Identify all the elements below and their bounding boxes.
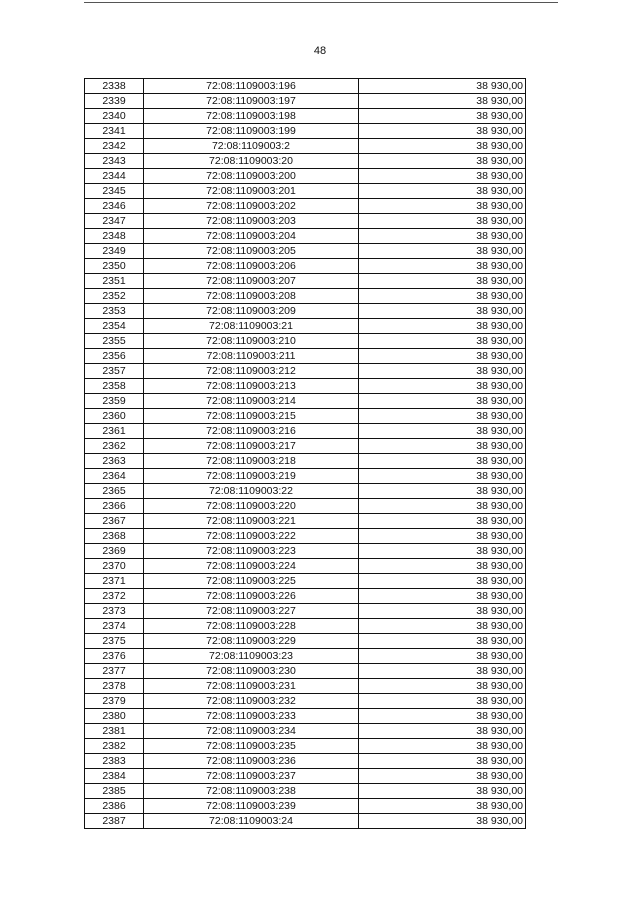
table-row: [85, 289, 526, 304]
cadastral-number-cell: 72:08:1109003:2: [144, 139, 359, 154]
value-cell: 38 930,00: [359, 139, 526, 154]
cadastral-number-cell: 72:08:1109003:221: [144, 514, 359, 529]
table-row: [85, 769, 526, 784]
table-row: [85, 124, 526, 139]
table-row: [85, 694, 526, 709]
cadastral-number-cell: 72:08:1109003:21: [144, 319, 359, 334]
table-row: [85, 559, 526, 574]
row-number-cell: 2355: [85, 334, 144, 349]
value-cell: 38 930,00: [359, 424, 526, 439]
row-number-cell: 2369: [85, 544, 144, 559]
cadastral-number-cell: 72:08:1109003:197: [144, 94, 359, 109]
row-number-cell: 2347: [85, 214, 144, 229]
row-number-cell: 2351: [85, 274, 144, 289]
page-number: 48: [313, 45, 327, 57]
table-row: [85, 394, 526, 409]
table-row: [85, 649, 526, 664]
value-cell: 38 930,00: [359, 439, 526, 454]
row-number-cell: 2362: [85, 439, 144, 454]
cadastral-number-cell: 72:08:1109003:200: [144, 169, 359, 184]
cadastral-number-cell: 72:08:1109003:218: [144, 454, 359, 469]
row-number-cell: 2384: [85, 769, 144, 784]
table-row: [85, 484, 526, 499]
row-number-cell: 2368: [85, 529, 144, 544]
cadastral-number-cell: 72:08:1109003:196: [144, 79, 359, 94]
table-row: [85, 469, 526, 484]
value-cell: 38 930,00: [359, 394, 526, 409]
value-cell: 38 930,00: [359, 124, 526, 139]
cadastral-number-cell: 72:08:1109003:215: [144, 409, 359, 424]
table-row: [85, 424, 526, 439]
cadastral-number-cell: 72:08:1109003:225: [144, 574, 359, 589]
row-number-cell: 2385: [85, 784, 144, 799]
row-number-cell: 2357: [85, 364, 144, 379]
value-cell: 38 930,00: [359, 784, 526, 799]
table-row: [85, 349, 526, 364]
value-cell: 38 930,00: [359, 214, 526, 229]
table-row: [85, 139, 526, 154]
cadastral-number-cell: 72:08:1109003:233: [144, 709, 359, 724]
cadastral-number-cell: 72:08:1109003:223: [144, 544, 359, 559]
cadastral-number-cell: 72:08:1109003:222: [144, 529, 359, 544]
row-number-cell: 2373: [85, 604, 144, 619]
cadastral-number-cell: 72:08:1109003:238: [144, 784, 359, 799]
row-number-cell: 2350: [85, 259, 144, 274]
table-row: [85, 439, 526, 454]
value-cell: 38 930,00: [359, 349, 526, 364]
cadastral-number-cell: 72:08:1109003:237: [144, 769, 359, 784]
row-number-cell: 2344: [85, 169, 144, 184]
table-row: [85, 709, 526, 724]
table-row: [85, 634, 526, 649]
row-number-cell: 2372: [85, 589, 144, 604]
row-number-cell: 2370: [85, 559, 144, 574]
row-number-cell: 2366: [85, 499, 144, 514]
row-number-cell: 2381: [85, 724, 144, 739]
value-cell: 38 930,00: [359, 379, 526, 394]
value-cell: 38 930,00: [359, 709, 526, 724]
cadastral-number-cell: 72:08:1109003:232: [144, 694, 359, 709]
value-cell: 38 930,00: [359, 229, 526, 244]
value-cell: 38 930,00: [359, 259, 526, 274]
row-number-cell: 2339: [85, 94, 144, 109]
cadastral-number-cell: 72:08:1109003:201: [144, 184, 359, 199]
value-cell: 38 930,00: [359, 109, 526, 124]
row-number-cell: 2346: [85, 199, 144, 214]
value-cell: 38 930,00: [359, 454, 526, 469]
row-number-cell: 2338: [85, 79, 144, 94]
table-row: [85, 109, 526, 124]
cadastral-number-cell: 72:08:1109003:214: [144, 394, 359, 409]
table-row: [85, 514, 526, 529]
table-row: [85, 604, 526, 619]
row-number-cell: 2387: [85, 814, 144, 829]
cadastral-number-cell: 72:08:1109003:234: [144, 724, 359, 739]
row-number-cell: 2356: [85, 349, 144, 364]
row-number-cell: 2349: [85, 244, 144, 259]
table-row: [85, 244, 526, 259]
top-divider: [84, 2, 558, 3]
row-number-cell: 2375: [85, 634, 144, 649]
value-cell: 38 930,00: [359, 499, 526, 514]
row-number-cell: 2382: [85, 739, 144, 754]
table-row: [85, 409, 526, 424]
cadastral-number-cell: 72:08:1109003:211: [144, 349, 359, 364]
row-number-cell: 2340: [85, 109, 144, 124]
row-number-cell: 2342: [85, 139, 144, 154]
table-row: [85, 529, 526, 544]
row-number-cell: 2358: [85, 379, 144, 394]
row-number-cell: 2377: [85, 664, 144, 679]
value-cell: 38 930,00: [359, 94, 526, 109]
value-cell: 38 930,00: [359, 289, 526, 304]
cadastral-number-cell: 72:08:1109003:217: [144, 439, 359, 454]
row-number-cell: 2367: [85, 514, 144, 529]
cadastral-number-cell: 72:08:1109003:207: [144, 274, 359, 289]
value-cell: 38 930,00: [359, 529, 526, 544]
row-number-cell: 2378: [85, 679, 144, 694]
registry-table: [84, 78, 526, 829]
table-row: [85, 724, 526, 739]
value-cell: 38 930,00: [359, 469, 526, 484]
value-cell: 38 930,00: [359, 679, 526, 694]
cadastral-number-cell: 72:08:1109003:199: [144, 124, 359, 139]
row-number-cell: 2360: [85, 409, 144, 424]
cadastral-number-cell: 72:08:1109003:20: [144, 154, 359, 169]
value-cell: 38 930,00: [359, 184, 526, 199]
cadastral-number-cell: 72:08:1109003:23: [144, 649, 359, 664]
value-cell: 38 930,00: [359, 199, 526, 214]
cadastral-number-cell: 72:08:1109003:212: [144, 364, 359, 379]
row-number-cell: 2364: [85, 469, 144, 484]
row-number-cell: 2383: [85, 754, 144, 769]
table-row: [85, 499, 526, 514]
row-number-cell: 2371: [85, 574, 144, 589]
value-cell: 38 930,00: [359, 649, 526, 664]
cadastral-number-cell: 72:08:1109003:224: [144, 559, 359, 574]
table-row: [85, 199, 526, 214]
value-cell: 38 930,00: [359, 634, 526, 649]
value-cell: 38 930,00: [359, 544, 526, 559]
cadastral-number-cell: 72:08:1109003:219: [144, 469, 359, 484]
table-row: [85, 364, 526, 379]
row-number-cell: 2359: [85, 394, 144, 409]
value-cell: 38 930,00: [359, 169, 526, 184]
cadastral-number-cell: 72:08:1109003:227: [144, 604, 359, 619]
value-cell: 38 930,00: [359, 769, 526, 784]
value-cell: 38 930,00: [359, 514, 526, 529]
value-cell: 38 930,00: [359, 724, 526, 739]
value-cell: 38 930,00: [359, 664, 526, 679]
cadastral-number-cell: 72:08:1109003:204: [144, 229, 359, 244]
table-row: [85, 154, 526, 169]
value-cell: 38 930,00: [359, 694, 526, 709]
cadastral-number-cell: 72:08:1109003:24: [144, 814, 359, 829]
row-number-cell: 2386: [85, 799, 144, 814]
table-row: [85, 304, 526, 319]
value-cell: 38 930,00: [359, 754, 526, 769]
value-cell: 38 930,00: [359, 319, 526, 334]
table-row: [85, 799, 526, 814]
value-cell: 38 930,00: [359, 274, 526, 289]
cadastral-number-cell: 72:08:1109003:236: [144, 754, 359, 769]
row-number-cell: 2343: [85, 154, 144, 169]
value-cell: 38 930,00: [359, 154, 526, 169]
row-number-cell: 2380: [85, 709, 144, 724]
value-cell: 38 930,00: [359, 409, 526, 424]
table-row: [85, 229, 526, 244]
row-number-cell: 2376: [85, 649, 144, 664]
table-row: [85, 319, 526, 334]
cadastral-number-cell: 72:08:1109003:22: [144, 484, 359, 499]
row-number-cell: 2365: [85, 484, 144, 499]
row-number-cell: 2345: [85, 184, 144, 199]
cadastral-number-cell: 72:08:1109003:230: [144, 664, 359, 679]
row-number-cell: 2361: [85, 424, 144, 439]
value-cell: 38 930,00: [359, 559, 526, 574]
cadastral-number-cell: 72:08:1109003:229: [144, 634, 359, 649]
table-row: [85, 94, 526, 109]
table-row: [85, 589, 526, 604]
value-cell: 38 930,00: [359, 814, 526, 829]
cadastral-number-cell: 72:08:1109003:220: [144, 499, 359, 514]
row-number-cell: 2353: [85, 304, 144, 319]
row-number-cell: 2354: [85, 319, 144, 334]
value-cell: 38 930,00: [359, 589, 526, 604]
table-row: [85, 619, 526, 634]
value-cell: 38 930,00: [359, 79, 526, 94]
cadastral-number-cell: 72:08:1109003:198: [144, 109, 359, 124]
value-cell: 38 930,00: [359, 574, 526, 589]
table-row: [85, 574, 526, 589]
table-row: [85, 214, 526, 229]
table-row: [85, 184, 526, 199]
value-cell: 38 930,00: [359, 364, 526, 379]
cadastral-number-cell: 72:08:1109003:216: [144, 424, 359, 439]
value-cell: 38 930,00: [359, 244, 526, 259]
value-cell: 38 930,00: [359, 334, 526, 349]
cadastral-number-cell: 72:08:1109003:206: [144, 259, 359, 274]
table-row: [85, 454, 526, 469]
cadastral-number-cell: 72:08:1109003:203: [144, 214, 359, 229]
row-number-cell: 2348: [85, 229, 144, 244]
cadastral-number-cell: 72:08:1109003:208: [144, 289, 359, 304]
cadastral-number-cell: 72:08:1109003:239: [144, 799, 359, 814]
row-number-cell: 2379: [85, 694, 144, 709]
table-row: [85, 259, 526, 274]
table-row: [85, 274, 526, 289]
cadastral-number-cell: 72:08:1109003:235: [144, 739, 359, 754]
row-number-cell: 2341: [85, 124, 144, 139]
value-cell: 38 930,00: [359, 799, 526, 814]
row-number-cell: 2352: [85, 289, 144, 304]
table-row: [85, 544, 526, 559]
value-cell: 38 930,00: [359, 604, 526, 619]
table-row: [85, 379, 526, 394]
table-row: [85, 754, 526, 769]
table-row: [85, 664, 526, 679]
table-row: [85, 169, 526, 184]
registry-table-body: [85, 79, 526, 829]
table-row: [85, 739, 526, 754]
table-row: [85, 79, 526, 94]
value-cell: 38 930,00: [359, 619, 526, 634]
cadastral-number-cell: 72:08:1109003:231: [144, 679, 359, 694]
cadastral-number-cell: 72:08:1109003:226: [144, 589, 359, 604]
table-row: [85, 814, 526, 829]
cadastral-number-cell: 72:08:1109003:209: [144, 304, 359, 319]
row-number-cell: 2374: [85, 619, 144, 634]
value-cell: 38 930,00: [359, 739, 526, 754]
cadastral-number-cell: 72:08:1109003:228: [144, 619, 359, 634]
value-cell: 38 930,00: [359, 304, 526, 319]
cadastral-number-cell: 72:08:1109003:213: [144, 379, 359, 394]
value-cell: 38 930,00: [359, 484, 526, 499]
cadastral-number-cell: 72:08:1109003:205: [144, 244, 359, 259]
cadastral-number-cell: 72:08:1109003:210: [144, 334, 359, 349]
row-number-cell: 2363: [85, 454, 144, 469]
table-row: [85, 679, 526, 694]
table-row: [85, 334, 526, 349]
table-row: [85, 784, 526, 799]
cadastral-number-cell: 72:08:1109003:202: [144, 199, 359, 214]
